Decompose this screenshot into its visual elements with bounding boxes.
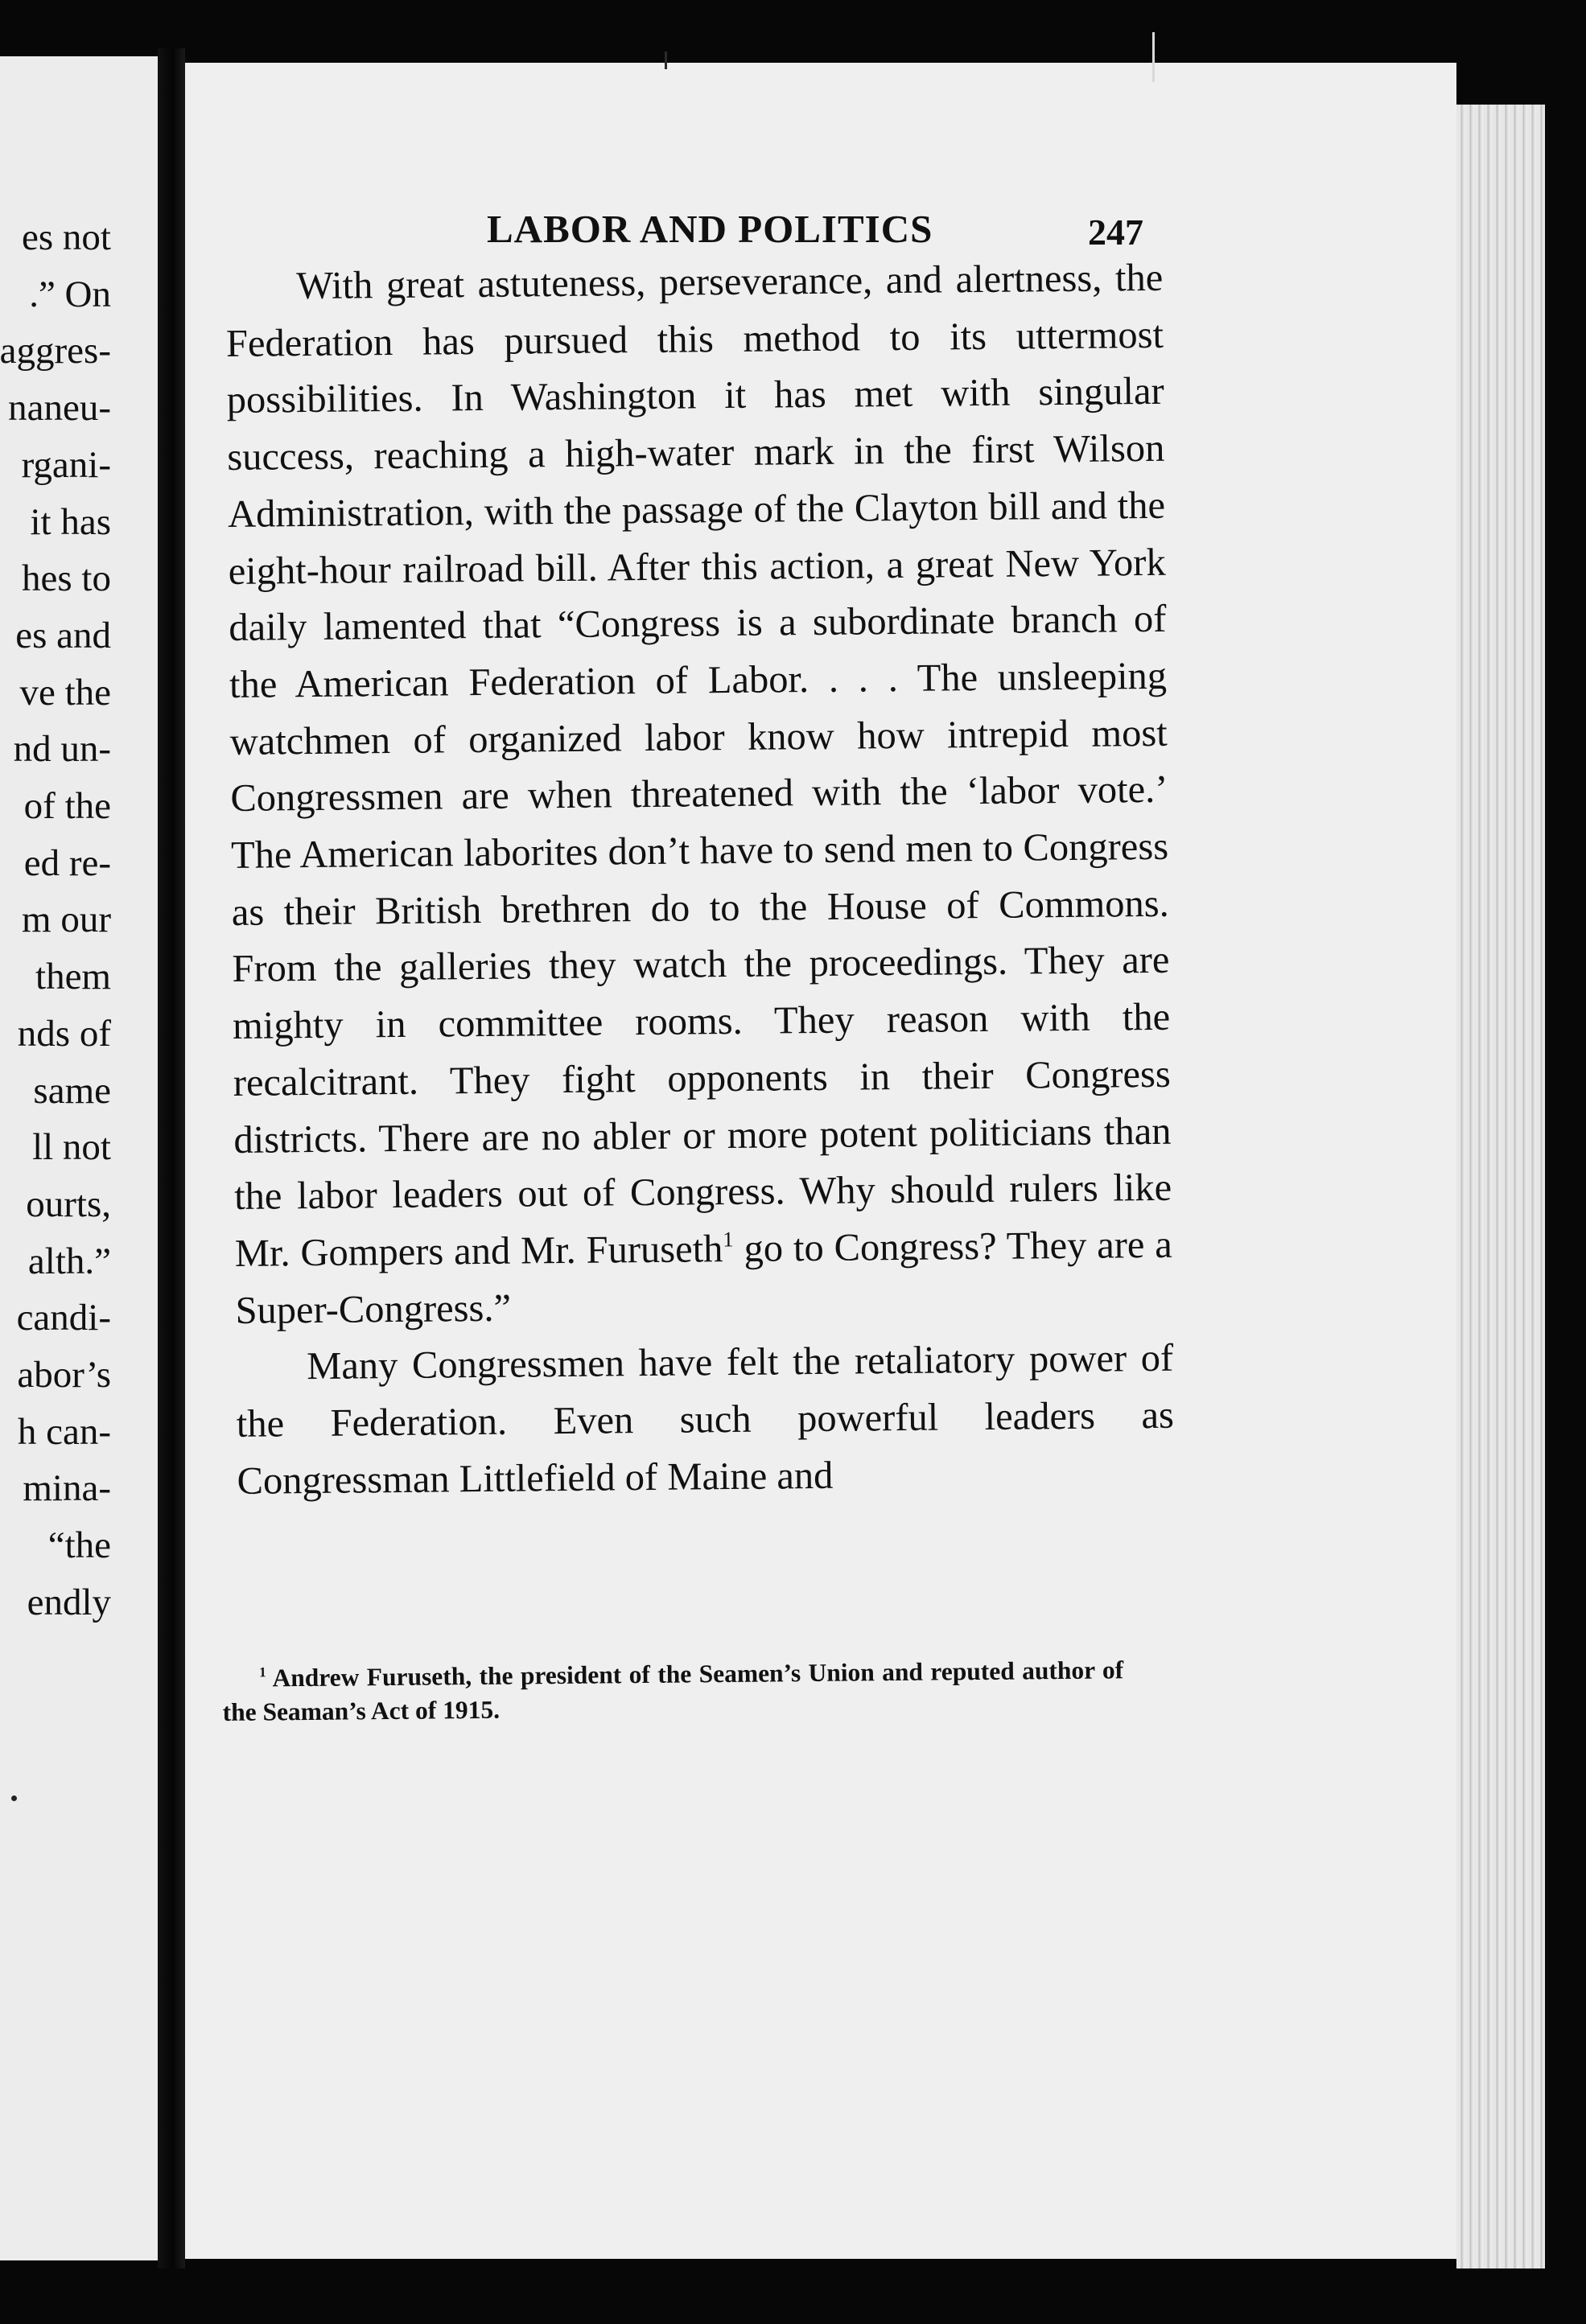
- left-page-line: naneu-: [8, 387, 111, 430]
- scan-artifact: [665, 51, 667, 69]
- left-page-line: es not: [22, 216, 111, 258]
- left-page-line: aggres-: [0, 330, 111, 372]
- paragraph-text: go to Congress? They are a Super-Congress.”: [235, 1223, 1173, 1332]
- left-page-line: alth.”: [27, 1240, 111, 1282]
- page-number: 247: [1088, 212, 1143, 253]
- left-page-line: rgani-: [21, 443, 111, 486]
- left-page-line: m our: [22, 899, 111, 941]
- stray-mark: [11, 1795, 17, 1801]
- left-page-line: ed re-: [23, 841, 111, 884]
- left-facing-page: [0, 56, 158, 2260]
- footnote-text: Andrew Furuseth, the president of the Seamen’s Union and reputed author of the Seaman’s Act of 1915.: [222, 1656, 1124, 1726]
- left-page-line: ll not: [32, 1126, 111, 1169]
- left-page-line: candi-: [16, 1297, 111, 1339]
- paragraph: [225, 250, 1173, 1339]
- footnote-reference: 1: [723, 1227, 734, 1252]
- book-gutter: [158, 48, 185, 2268]
- page-edge-stack: [1456, 105, 1545, 2268]
- left-page-line: ve the: [19, 671, 111, 714]
- scan-artifact: [1152, 32, 1155, 82]
- left-page-line: it has: [30, 500, 111, 543]
- footnote: [222, 1653, 1124, 1730]
- paragraph-text: With great astuteness, perseverance, and alertness, the Federation has pursued this method to its uttermost possibilities. In Washington it has met with singular success, reaching a high-water mark in the first Wilson Administration, with the passage of the Clayton bill and the eight-hour railroad bill. After this action, a great New York daily lamented that “Congress is a subordinate branch of the American Federation of Labor. . . . The unsleeping watchmen of organized labor know how intrepid most Congressmen are when threatened with the ‘labor vote.’ The American laborites don’t have to send men to Congress as their British brethren do to the House of Commons. From the galleries they watch the proceedings. They are mighty in committee rooms. They reason with the recalcitrant. They fight opponents in their Congress districts. There are no abler or more potent politicians than the labor leaders out of Congress. Why should rulers like Mr. Gompers and Mr. Furuseth: [225, 256, 1172, 1275]
- left-page-line: same: [33, 1069, 111, 1112]
- paragraph: Many Congressmen have felt the retaliatory power of the Federation. Even such powerful leaders as Congressman Littlefield of Maine and: [236, 1337, 1175, 1503]
- footnote-marker: 1: [259, 1664, 266, 1680]
- left-page-line: mina-: [23, 1467, 111, 1510]
- left-page-line: ourts,: [26, 1183, 111, 1225]
- left-page-line: abor’s: [17, 1354, 111, 1396]
- left-page-line: es and: [15, 614, 111, 656]
- running-head: LABOR AND POLITICS: [487, 207, 933, 251]
- left-page-line: nds of: [17, 1012, 111, 1055]
- left-page-line: them: [35, 956, 111, 998]
- left-page-line: endly: [27, 1581, 111, 1623]
- left-page-line: “the: [47, 1524, 111, 1567]
- left-page-line: h can-: [17, 1410, 111, 1453]
- left-page-line: of the: [23, 785, 111, 827]
- left-page-line: nd un-: [13, 728, 111, 771]
- body-text: [225, 250, 1175, 1511]
- left-page-line: .” On: [29, 273, 111, 315]
- left-page-line: hes to: [22, 557, 111, 600]
